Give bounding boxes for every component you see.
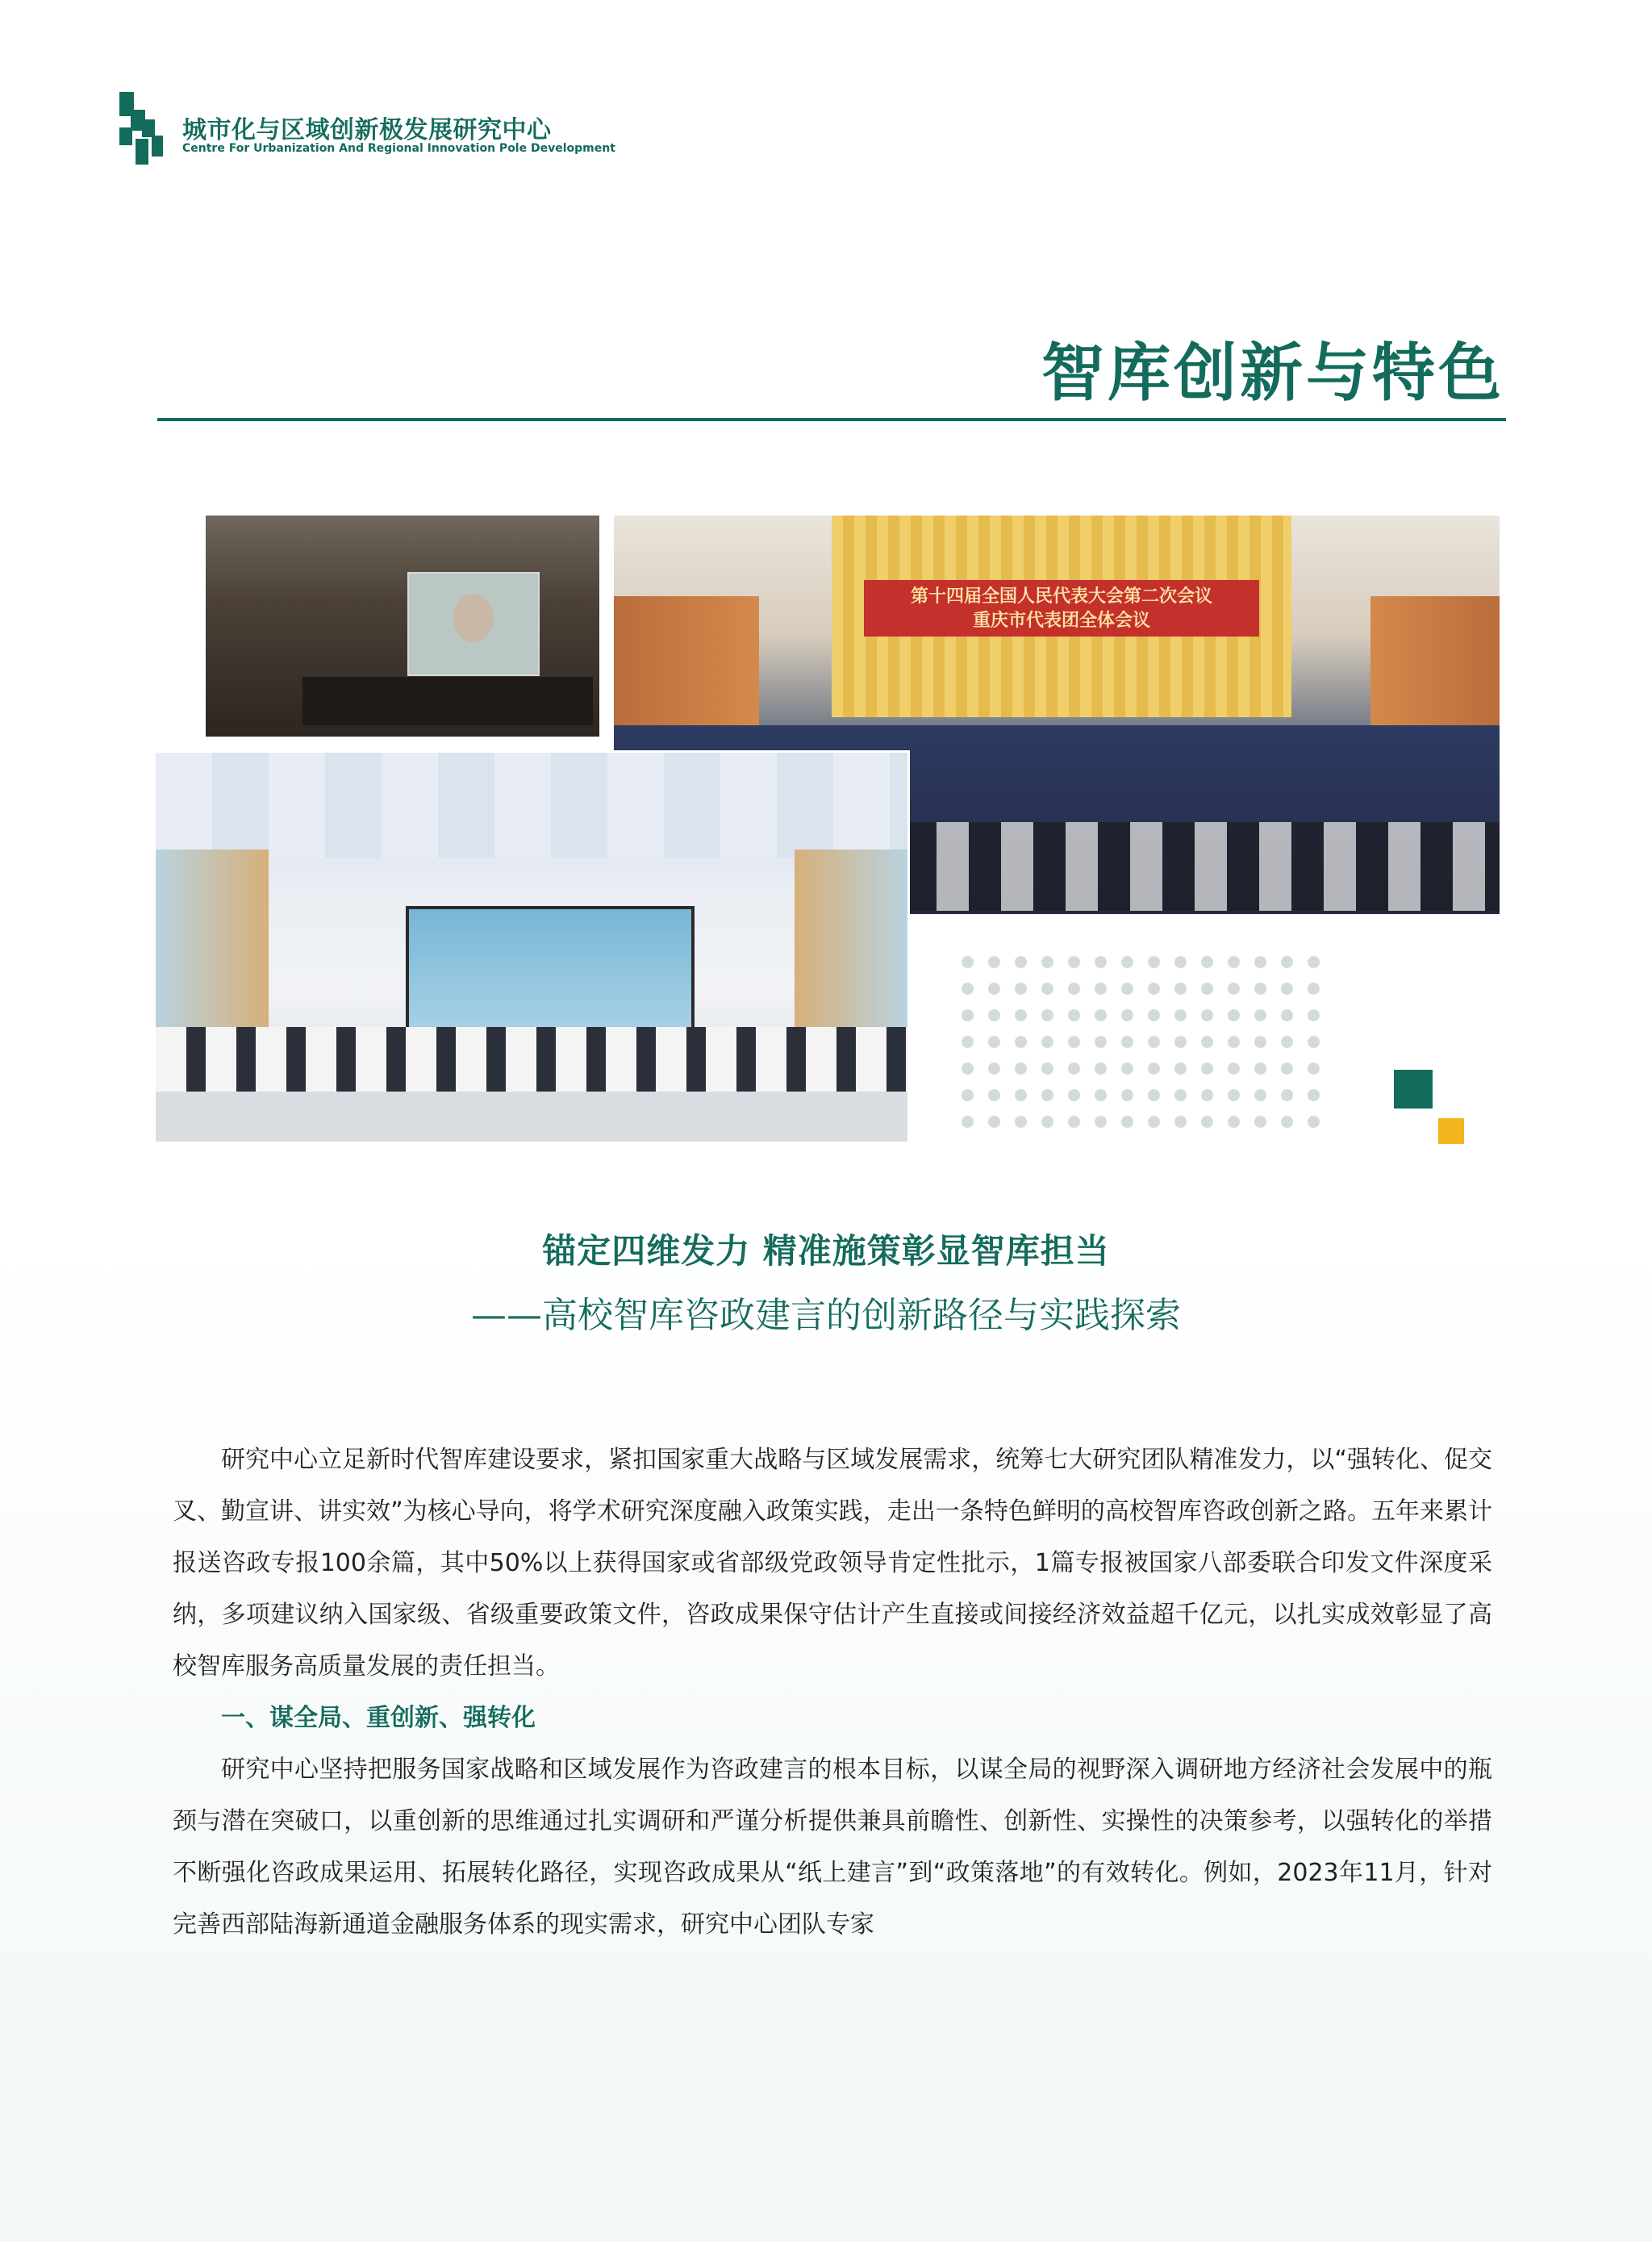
paragraph-intro: 研究中心立足新时代智库建设要求，紧扣国家重大战略与区域发展需求，统筹七大研究团队精准发力，以“强转化、促交叉、勤宣讲、讲实效”为核心导向，将学术研究深度融入政策实践，走出一条特色鲜明的高校智库咨政创新之路。五年来累计报送咨政专报100余篇，其中50%以上获得国家或省部级党政领导肯定性批示，1篇专报被国家八部委联合印发文件深度采纳，多项建议纳入国家级、省级重要政策文件，咨政成果保守估计产生直接或间接经济效益超千亿元，以扎实成效彰显了高校智库服务高质量发展的责任担当。 (173, 1446, 1492, 1680)
article-subheadline: ——高校智库咨政建言的创新路径与实践探索 (471, 1295, 1181, 1336)
section-title: 智库创新与特色 (1041, 336, 1504, 410)
green-square-decoration (1394, 1070, 1433, 1108)
logo-mark-icon (119, 92, 169, 165)
logo-name-en: Centre For Urbanization And Regional Innovation Pole Development (182, 142, 615, 155)
projection-screen (407, 572, 540, 676)
title-divider (157, 418, 1506, 421)
photo-video-conference (203, 513, 602, 739)
subheading-1: 一、谋全局、重创新、强转化 (221, 1704, 536, 1732)
meeting-banner-line2: 重庆市代表团全体会议 (972, 610, 1150, 631)
meeting-banner-line1: 第十四届全国人民代表大会第二次会议 (910, 586, 1212, 607)
forum-screen (406, 906, 695, 1033)
yellow-square-decoration (1438, 1118, 1464, 1144)
article-body (173, 1434, 1492, 1951)
paragraph-section-1: 研究中心坚持把服务国家战略和区域发展作为咨政建言的根本目标，以谋全局的视野深入调研地方经济社会发展中的瓶颈与潜在突破口，以重创新的思维通过扎实调研和严谨分析提供兼具前瞻性、创新性、实操性的决策参考，以强转化的举措不断强化咨政成果运用、拓展转化路径，实现咨政成果从“纸上建言”到“政策落地”的有效转化。例如，2023年11月，针对完善西部陆海新通道金融服务体系的现实需求，研究中心团队专家 (173, 1756, 1492, 1939)
org-logo (119, 92, 615, 165)
logo-name-cn: 城市化与区域创新极发展研究中心 (182, 116, 552, 144)
conference-table (302, 677, 593, 725)
meeting-banner (864, 580, 1259, 637)
article-headline: 锚定四维发力 精准施策彰显智库担当 (542, 1231, 1110, 1271)
photo-forum-hall (153, 750, 910, 1144)
dot-pattern-decoration (954, 949, 1325, 1134)
